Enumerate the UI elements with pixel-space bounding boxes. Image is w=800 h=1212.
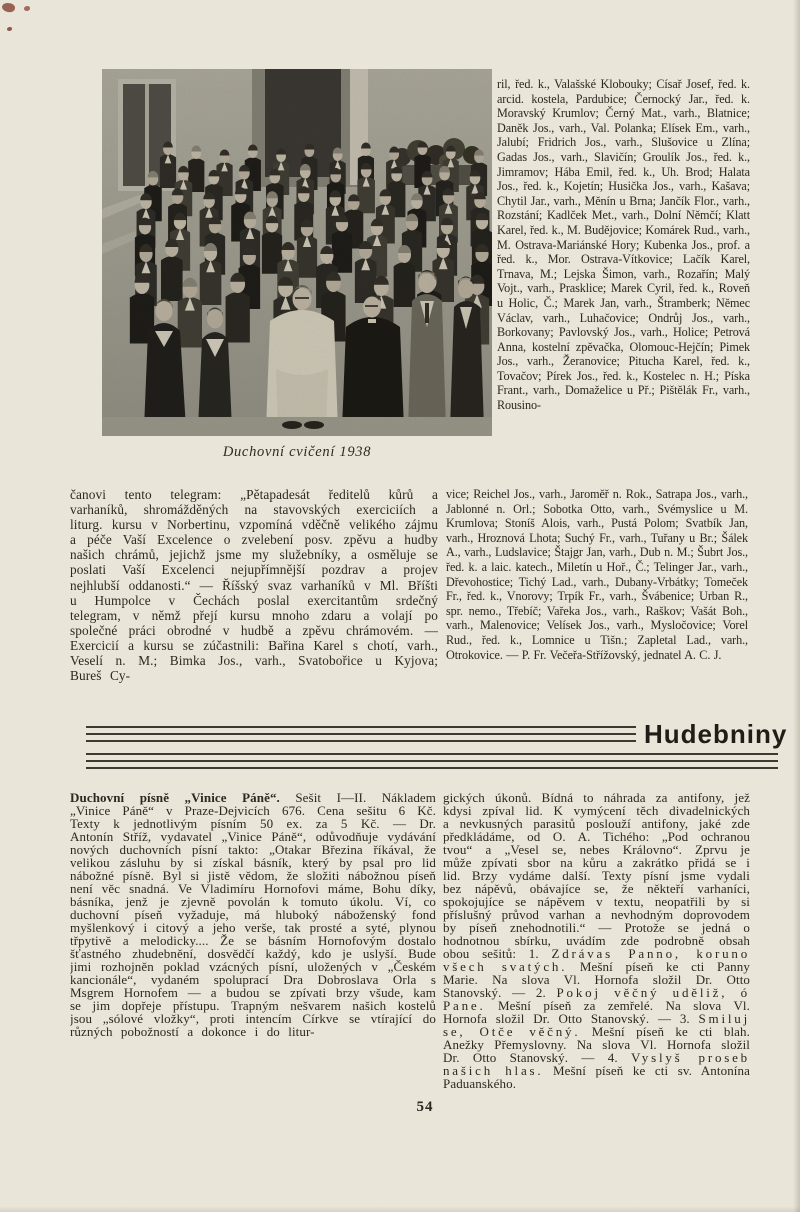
scan-mark (24, 6, 30, 11)
review-column-right: gických úkonů. Bídná to náhrada za antifony, jež kdysi zpíval lid. K vymýcení těch divadelnických a nevkusných parasitů poslouží antifony, jaké zde předkládáme, od O. A. Tichého: „Pod ochranou tvou“ a „Vesel se, nebes Královno“. Zprvu je může zpívati sbor na kůru a zakrátko přidá se i lid. Brzy vydáme další. Texty písní jsme vydali bez nápěvů, obávajíce se, že někteří varhaníci, spokojujíce se nápěvem v textu, neopatřili by si příslušný průvod varhan a nevhodným doprovodem by píseň znehodnotili.“ — Protože se jedná o hodnotnou sbírku, uvádím zde podrobně obsah obou sešitů: 1. Zdrávas Panno, koruno všech svatých. Mešní píseň ke cti Panny Marie. Na slova Vl. Hornofa složil Dr. Otto Stanovský. — 2. Pokoj věčný uděliž, ó Pane. Mešní píseň za zemřelé. Na slova Vl. Hornofa složil Dr. Otto Stanovský. — 3. Smiluj se, Otče věčný. Mešní píseň ke cti blah. Anežky Přemyslovny. Na slova Vl. Hornofa složil Dr. Otto Stanovský. — 4. Vyslyš proseb našich hlas. Mešní píseň ke cti sv. Antonína Paduanského. (443, 791, 750, 1091)
attendees-list-part-1: ril, řed. k., Valašské Klobouky; Císař Josef, řed. k. arcid. kostela, Pardubice; Černocký Jar., řed. k. Moravský Krumlov; Černý Mat., varh., Blatnice; Daněk Jos., varh., Val. Polanka; Elísek Em., varh., Jalubí; Fridrich Jos., varh., Slušovice u Zlína; Gadas Jos., varh., Slavičín; Groulík Jos., řed. k., Jimramov; Hába Emil, řed. k., Uh. Brod; Halata Jos., řed. k., Kojetín; Husička Jos., varh., Kašava; Chytil Jar., varh., Měnín u Brna; Jančík Flor., varh., Rozstání; Kadlček Met., varh., Dolní Němčí; Klatt Karel, řed. k., M. Budějovice; Komárek Rud., varh., M. Ostrava-Mariánské Hory; Kubenka Jos., prof. a řed. k., Mor. Ostrava-Vítkovice; Lačík Karel, Trnava, M.; Lejska Šimon, varh., Rozařín; Malý Vojt., varh., Prasklice; Marek Cyril, řed. k., Roveň u Holic, Č.; Marek Jan, varh., Štramberk; Němec Václav, varh., Luhačovice; Ondrůj Jos., varh., Borkovany; Pavlovský Jos., varh., Holice; Petrová Anna, kostelní zpěvačka, Olomouc-Hejčín; Pimek Jos., varh., Žeranovice; Pitucha Karel, řed. k., Tovačov; Pírek Jos., řed. k., Kostelec n. H.; Píska Frant., varh., Domaželice u Př.; Pištělák Fr., varh., Rousino- (497, 77, 750, 413)
review-column-left: Duchovní písně „Vinice Páně“. Sešit I—II. Nákladem „Vinice Páně“ v Praze-Dejvicích 676. Cena sešitu 6 Kč. Texty k jednotlivým písním 50 ex. za 5 Kč. — Dr. Antonín Stříž, vydavatel „Vinice Páně“, odůvodňuje vydávání nových duchovních písní takto: „Otakar Březina říkával, že velikou zásluhu by si získal básník, který by psal pro lid nábožné písně. Byl si jistě vědom, že složiti nábožnou píseň není věc snadná. Ve Vladimíru Hornofovi máme, Bohu díky, básníka, jenž je zjevně povolán k tomuto úkolu. Ví, co duchovní píseň vyžaduje, má hluboký náboženský fond myšlenkový i citový a jeho verše, tak prosté a syté, plynou třpytivě a melodicky.... Že se básním Hornofovým dostalo šťastného zhudebnění, dosvědčí každý, kdo je uslyší. Bude jimi rozhojněn poklad vzácných písní, uložených v „Českém kancionále“, vydaném spoluprací Dra Dobroslava Orla s Msgrem Hornofem — a budou se zpívati brzy všude, kam se jim dopřeje přístupu. Trapným nešvarem našich kostelů jsou „sólové vložky“, proti intencím Církve se vtírající do různých pobožností a dokonce i do litur- (70, 791, 436, 1039)
group-photo (102, 69, 492, 436)
group-photo-illustration (102, 69, 492, 436)
section-rule (86, 760, 778, 762)
section-rule (86, 740, 636, 742)
page-number: 54 (416, 1099, 434, 1115)
section-rule (86, 733, 636, 735)
scan-mark (1, 2, 16, 14)
scan-mark (7, 27, 12, 31)
photo-caption: Duchovní cvičení 1938 (222, 444, 372, 460)
attendees-list-part-2: vice; Reichel Jos., varh., Jaroměř n. Rok., Satrapa Jos., varh., Jablonné n. Orl.; Sobotka Otto, varh., Svémyslice u M. Krumlova; Stoníš Alois, varh., Pustá Polom; Svatbík Jan, varh., Hroznová Lhota; Suchý Fr., varh., Tuřany u Br.; Šálek A., varh., Ludslavice; Štajgr Jan, varh., Dub n. M.; Šubrt Jos., řed. k. a laic. katech., Miletín u Hoř., Č.; Telinger Jar., varh., Dřevohostice; Tichý Lad., varh., Dubany-Vrbátky; Tomeček Fr., řed. k., Vnorovy; Trpík Fr., varh., Švábenice; Urban R., spr. nemo., Třebíč; Vařeka Jos., varh., Raškov; Vašát Boh., varh., Malenovice; Velísek Jos., varh., Mysločovice; Vorel Rud., řed. k., Lomnice u Tišn.; Zapletal Lad., varh., Otrokovice. — P. Fr. Večeřa-Střížovský, jednatel A. C. J. (446, 487, 748, 662)
section-title-hudebniny: Hudebniny (644, 719, 788, 749)
telegram-paragraph: čanovi tento telegram: „Pětapadesát ředitelů kůrů a varhaníků, shromážděných na stavovských exerciciích a liturg. kursu v Norbertinu, vzpomíná vděčně velikého zájmu a péče Vaší Excelence o zvelebení posv. zpěvu a hudby našich chrámů, jejichž jsme my služebníky, a osměluje se poslati Vaší Excelenci nejupřímnější pozdrav a projev nejhlubší oddanosti.“ — Říšský svaz varhaníků v Ml. Bříšti u Humpolce v Čechách poslal exercitantům srdečný telegram, v němž přejí kursu mnoho zdaru a volají po společné práci obrodné v hudbě a zpěvu chrámovém. — Exercicií a kursu se zúčastnili: Bařina Karel s chotí, varh., Veselí n. M.; Bimka Jos., varh., Svatobořice u Kyjova; Bureš Cy- (70, 487, 438, 684)
page-edge-shadow (0, 1206, 800, 1212)
section-rule (86, 767, 778, 769)
section-rule (86, 753, 778, 755)
page-edge-shadow (793, 0, 800, 1212)
section-rule (86, 726, 636, 728)
